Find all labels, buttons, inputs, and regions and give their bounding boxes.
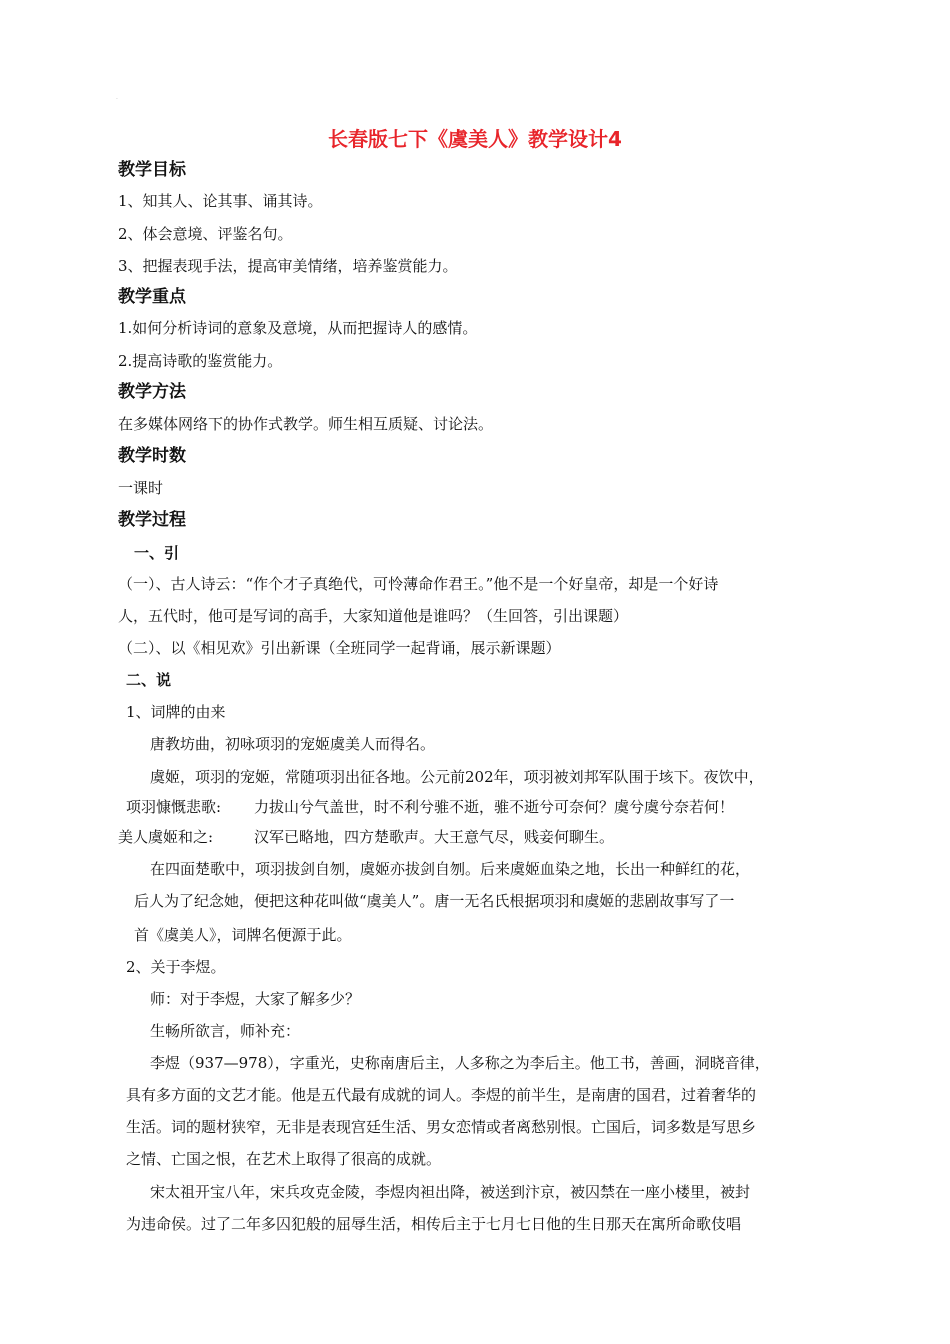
method-text: 在多媒体网络下的协作式教学。师生相互质疑、讨论法。 — [118, 415, 494, 433]
paragraph-line: 师：对于李煜，大家了解多少？ — [150, 990, 361, 1008]
paragraph-line: 人，五代时，他可是写词的高手，大家知道他是谁吗？（生回答，引出课题） — [118, 607, 629, 625]
part1-heading: 一、引 — [134, 544, 180, 562]
paragraph-line: （二）、以《相见欢》引出新课（全班同学一起背诵，展示新课题） — [118, 639, 561, 657]
process-heading: 教学过程 — [118, 510, 186, 530]
paragraph-line: 唐教坊曲，初咏项羽的宠姬虞美人而得名。 — [150, 735, 436, 753]
document-title: 长春版七下《虞美人》教学设计4 — [328, 127, 622, 151]
yuji-label: 美人虞姬和之: — [118, 828, 214, 846]
paragraph-line: 生活。词的题材狭窄，无非是表现宫廷生活、男女恋情或者离愁别恨。亡国后，词多数是写思乡 — [126, 1118, 757, 1136]
goals-heading: 教学目标 — [118, 160, 186, 180]
part2-heading: 二、说 — [126, 671, 172, 689]
paragraph-line: 生畅所欲言，师补充： — [150, 1022, 301, 1040]
page-mark: · — [116, 96, 118, 103]
key-point-item: 2.提高诗歌的鉴赏能力。 — [118, 352, 283, 370]
goal-item: 2、体会意境、评鉴名句。 — [118, 225, 293, 243]
paragraph-line: 宋太祖开宝八年，宋兵攻克金陵，李煜肉袒出降，被送到汴京，被囚禁在一座小楼里，被封 — [150, 1183, 751, 1201]
paragraph-line: 具有多方面的文艺才能。他是五代最有成就的词人。李煜的前半生，是南唐的国君，过着奢华的 — [126, 1086, 757, 1104]
paragraph-line: 虞姬，项羽的宠姬，常随项羽出征各地。公元前202年，项羽被刘邦军队围于垓下。夜饮中， — [150, 768, 764, 786]
subheading: 1、词牌的由来 — [126, 703, 226, 721]
yuji-song: 汉军已略地，四方楚歌声。大王意气尽，贱妾何聊生。 — [254, 828, 615, 846]
xiangyu-label: 项羽慷慨悲歌: — [126, 798, 222, 816]
paragraph-line: 在四面楚歌中，项羽拔剑自刎，虞姬亦拔剑自刎。后来虞姬血染之地，长出一种鲜红的花， — [150, 860, 751, 878]
paragraph-line: 首《虞美人》，词牌名便源于此。 — [134, 926, 352, 944]
paragraph-line: （一）、古人诗云：“作个才子真绝代，可怜薄命作君王。”他不是一个好皇帝，却是一个好诗 — [118, 575, 719, 593]
goal-item: 3、把握表现手法，提高审美情绪，培养鉴赏能力。 — [118, 257, 458, 275]
paragraph-line: 之情、亡国之恨，在艺术上取得了很高的成就。 — [126, 1150, 442, 1168]
key-points-heading: 教学重点 — [118, 287, 186, 307]
paragraph-line: 后人为了纪念她，便把这种花叫做“虞美人”。唐一无名氏根据项羽和虞姬的悲剧故事写了一 — [134, 892, 735, 910]
paragraph-line: 为违命侯。过了二年多囚犯般的屈辱生活，相传后主于七月七日他的生日那天在寓所命歌伎唱 — [126, 1215, 742, 1233]
subheading: 2、关于李煜。 — [126, 958, 226, 976]
paragraph-line: 李煜（937—978），字重光，史称南唐后主，人多称之为李后主。他工书，善画，洞晓音律， — [150, 1054, 770, 1072]
goal-item: 1、知其人、论其事、诵其诗。 — [118, 192, 323, 210]
xiangyu-song: 力拔山兮气盖世，时不利兮骓不逝，骓不逝兮可奈何？虞兮虞兮奈若何！ — [254, 798, 735, 816]
hours-text: 一课时 — [118, 479, 164, 497]
hours-heading: 教学时数 — [118, 446, 186, 466]
method-heading: 教学方法 — [118, 382, 186, 402]
key-point-item: 1.如何分析诗词的意象及意境，从而把握诗人的感情。 — [118, 319, 478, 337]
